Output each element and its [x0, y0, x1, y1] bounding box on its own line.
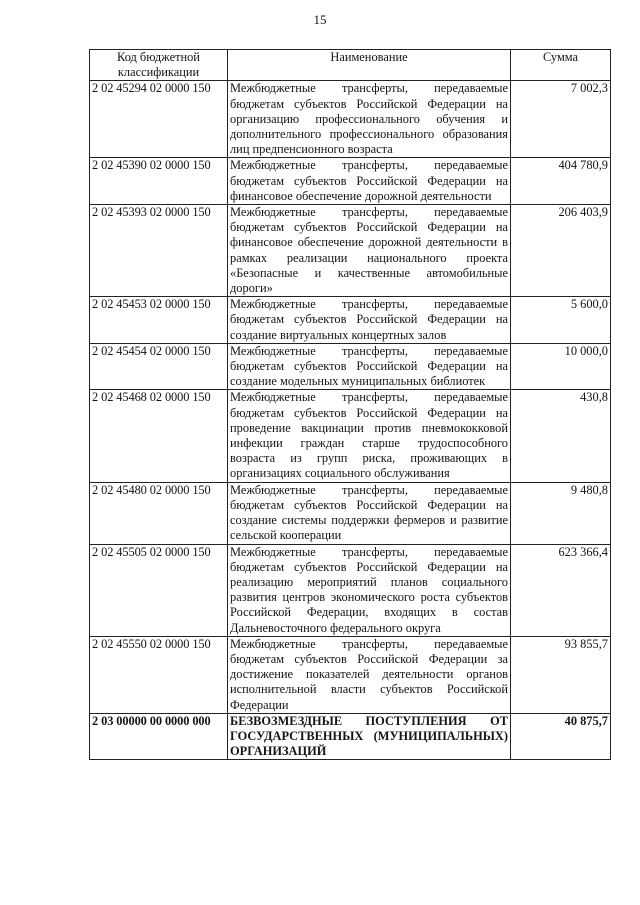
- row-name: Межбюджетные трансферты, передаваемые бюджетам субъектов Российской Федерации на реализацию мероприятий планов социального развития центров экономического роста субъектов Российской Федерации, входящих в состав Дальневосточного федерального округа: [228, 544, 511, 636]
- row-name: Межбюджетные трансферты, передаваемые бюджетам субъектов Российской Федерации на организацию профессионального обучения и дополнительного профессионального образования лиц предпенсионного возраста: [228, 81, 511, 158]
- row-code: 2 02 45505 02 0000 150: [90, 544, 228, 636]
- table-header-row: [90, 50, 611, 81]
- row-sum: 430,8: [511, 390, 611, 482]
- row-sum: 93 855,7: [511, 636, 611, 713]
- budget-table: [89, 49, 611, 760]
- table-row: [90, 482, 611, 544]
- table-row: [90, 390, 611, 482]
- row-name: БЕЗВОЗМЕЗДНЫЕ ПОСТУПЛЕНИЯ ОТ ГОСУДАРСТВЕННЫХ (МУНИЦИПАЛЬНЫХ) ОРГАНИЗАЦИЙ: [228, 713, 511, 760]
- row-sum: 40 875,7: [511, 713, 611, 760]
- header-sum: Сумма: [511, 50, 611, 81]
- row-name: Межбюджетные трансферты, передаваемые бюджетам субъектов Российской Федерации на проведение вакцинации против пневмококковой инфекции граждан старше трудоспособного возраста из групп риска, проживающих в организациях социального обслуживания: [228, 390, 511, 482]
- row-sum: 5 600,0: [511, 297, 611, 344]
- row-code: 2 02 45294 02 0000 150: [90, 81, 228, 158]
- row-sum: 10 000,0: [511, 343, 611, 390]
- header-name: Наименование: [228, 50, 511, 81]
- row-code: 2 02 45468 02 0000 150: [90, 390, 228, 482]
- page-number: 15: [313, 12, 327, 27]
- row-code: 2 02 45480 02 0000 150: [90, 482, 228, 544]
- table-row: [90, 636, 611, 713]
- row-name: Межбюджетные трансферты, передаваемые бюджетам субъектов Российской Федерации на создание модельных муниципальных библиотек: [228, 343, 511, 390]
- row-code: 2 02 45453 02 0000 150: [90, 297, 228, 344]
- row-name: Межбюджетные трансферты, передаваемые бюджетам субъектов Российской Федерации на финансовое обеспечение дорожной деятельности: [228, 158, 511, 205]
- row-sum: 7 002,3: [511, 81, 611, 158]
- row-sum: 623 366,4: [511, 544, 611, 636]
- table-row: [90, 544, 611, 636]
- table-row: [90, 343, 611, 390]
- row-name: Межбюджетные трансферты, передаваемые бюджетам субъектов Российской Федерации на создание виртуальных концертных залов: [228, 297, 511, 344]
- table-row: [90, 297, 611, 344]
- row-code: 2 03 00000 00 0000 000: [90, 713, 228, 760]
- row-name: Межбюджетные трансферты, передаваемые бюджетам субъектов Российской Федерации на создание системы поддержки фермеров и развитие сельской кооперации: [228, 482, 511, 544]
- row-code: 2 02 45550 02 0000 150: [90, 636, 228, 713]
- row-sum: 9 480,8: [511, 482, 611, 544]
- table-row: [90, 158, 611, 205]
- table-row: [90, 713, 611, 760]
- row-code: 2 02 45454 02 0000 150: [90, 343, 228, 390]
- table-row: [90, 205, 611, 297]
- row-sum: 206 403,9: [511, 205, 611, 297]
- row-code: 2 02 45390 02 0000 150: [90, 158, 228, 205]
- row-name: Межбюджетные трансферты, передаваемые бюджетам субъектов Российской Федерации за достижение показателей деятельности органов исполнительной власти субъектов Российской Федерации: [228, 636, 511, 713]
- row-name: Межбюджетные трансферты, передаваемые бюджетам субъектов Российской Федерации на финансовое обеспечение дорожной деятельности в рамках реализации национального проекта «Безопасные и качественные автомобильные дороги»: [228, 205, 511, 297]
- table-row: [90, 81, 611, 158]
- header-code: Код бюджетной классификации: [90, 50, 228, 81]
- row-code: 2 02 45393 02 0000 150: [90, 205, 228, 297]
- row-sum: 404 780,9: [511, 158, 611, 205]
